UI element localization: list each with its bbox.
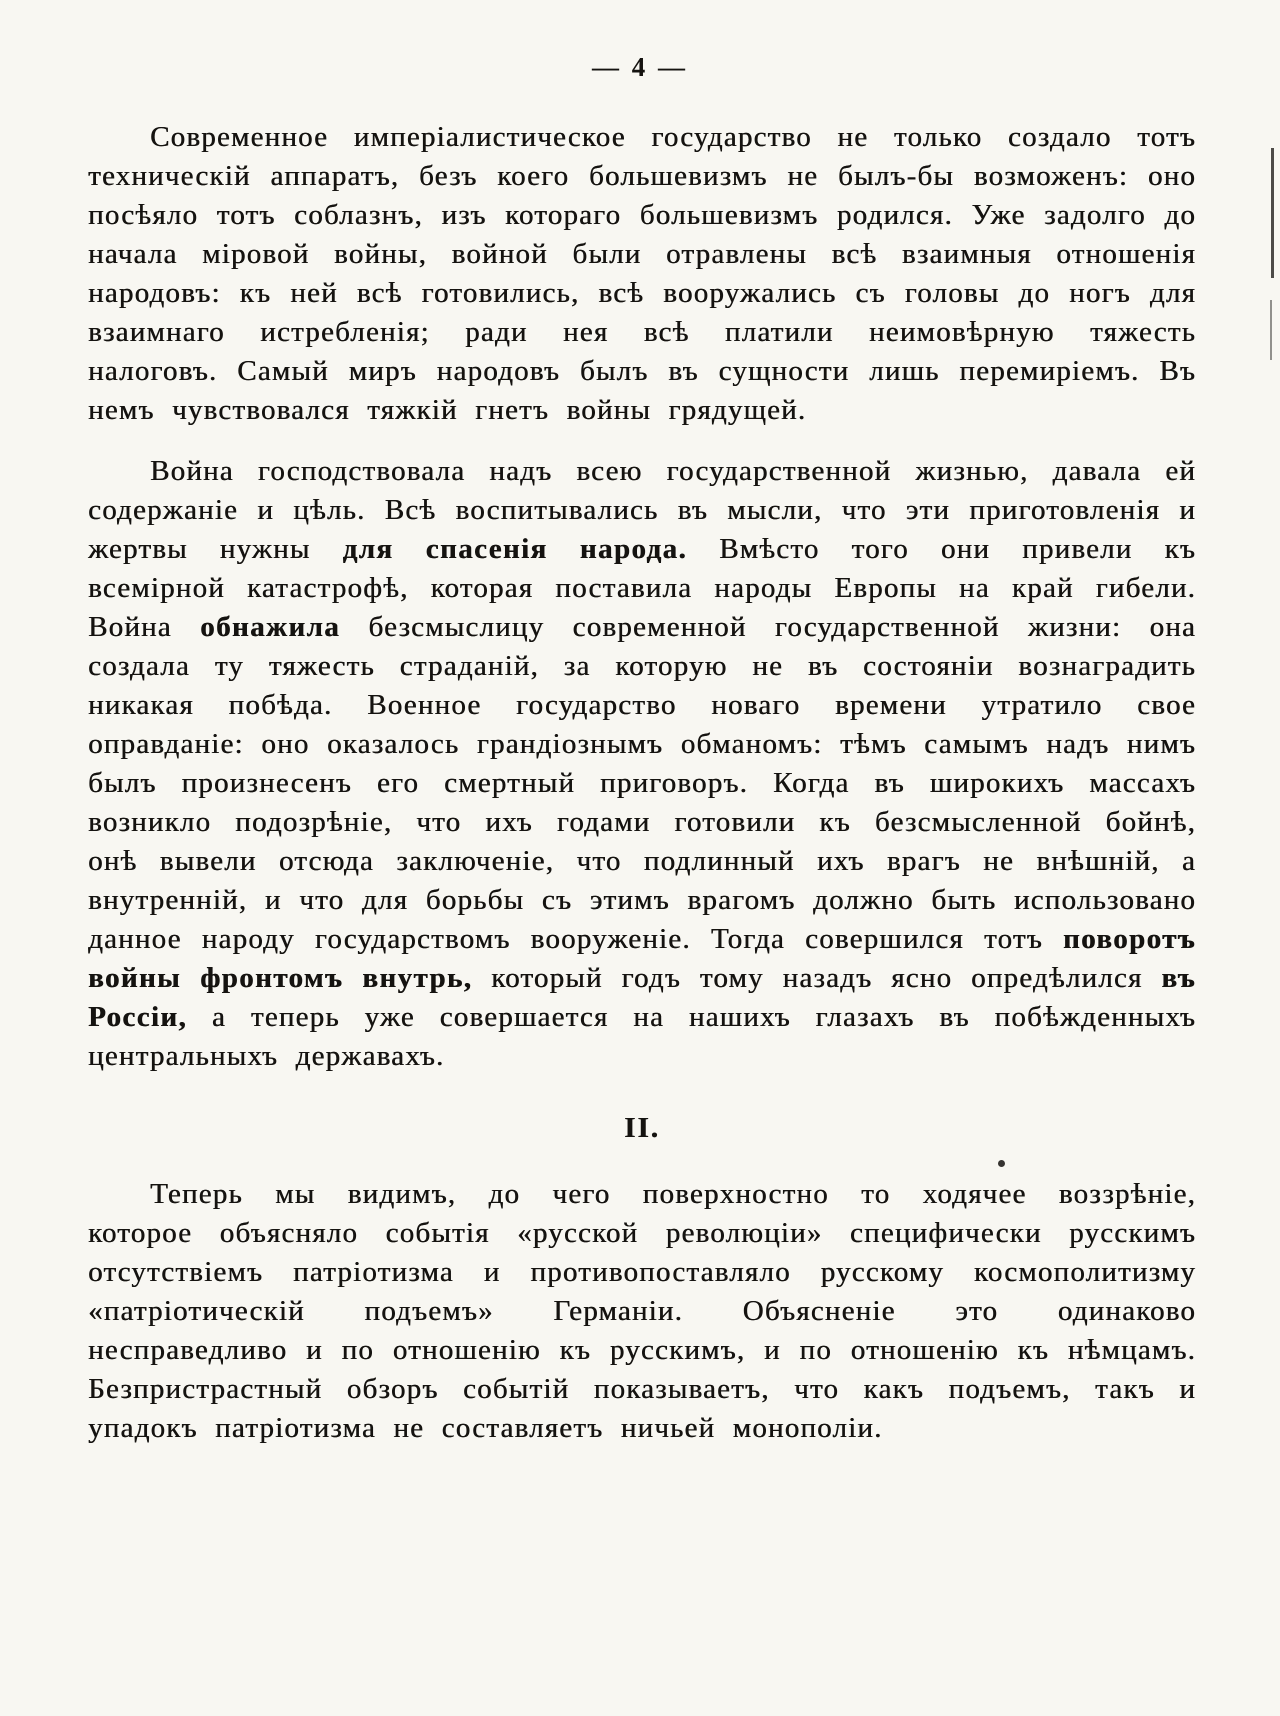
scan-artifact-line-2	[1270, 300, 1272, 360]
section-heading: II.	[624, 1112, 660, 1144]
paragraph-1: Современное имперіалистическое государство не только создало тотъ техническій аппаратъ, безъ коего большевизмъ не былъ-бы возможенъ: оно посѣяло тотъ соблазнъ, изъ котораго большевизмъ родился. Уже задолго до начала міровой войны, войной были отравлены всѣ взаимныя отношенія народовъ: къ ней всѣ готовились, всѣ вооружались съ головы до ногъ для взаимнаго истребленія; ради нея всѣ платили неимовѣрную тяжесть налоговъ. Самый миръ народовъ былъ въ сущности лишь перемиріемъ. Въ немъ чувствовался тяжкій гнетъ войны грядущей.	[88, 121, 1196, 426]
page-number: — 4 —	[592, 52, 688, 82]
paragraph-2: Война господствовала надъ всею государственной жизнью, давала ей содержаніе и цѣль. Всѣ воспитывались въ мысли, что эти приготовленія и жертвы нужны для спасенія народа. Вмѣсто того они привели къ всемірной катастрофѣ, которая поставила народы Европы на край гибели. Война обнажила безсмыслицу современной государственной жизни: она создала ту тяжесть страданій, за которую не въ состояніи вознаградить никакая побѣда. Военное государство новаго времени утратило свое оправданіе: оно оказалось грандіознымъ обманомъ: тѣмъ самымъ надъ нимъ былъ произнесенъ его смертный приговоръ. Когда въ широкихъ массахъ возникло подозрѣніе, что ихъ годами готовили къ безсмысленной бойнѣ, онѣ вывели отсюда заключеніе, что подлинный ихъ врагъ не внѣшній, а внутренній, и что для борьбы съ этимъ врагомъ должно быть использовано данное народу государствомъ вооруженіе. Тогда совершился тотъ поворотъ войны фронтомъ внутрь, который годъ тому назадъ ясно опредѣлился въ Россіи, а теперь уже совершается на нашихъ глазахъ въ побѣжденныхъ центральныхъ державахъ.	[88, 455, 1196, 1072]
paragraph-3: Теперь мы видимъ, до чего поверхностно то ходячее воззрѣніе, которое объясняло событія «русской революціи» специфически русскимъ отсутствіемъ патріотизма и противопоставляло русскому космополитизму «патріотическій подъемъ» Германіи. Объясненіе это одинаково несправедливо и по отношенію къ русскимъ, и по отношенію къ нѣмцамъ. Безпристрастный обзоръ событій показываетъ, что какъ подъемъ, такъ и упадокъ патріотизма не составляетъ ничьей монополіи.	[88, 1178, 1196, 1444]
page-body	[88, 118, 1196, 1470]
scan-artifact-dot	[998, 1160, 1005, 1167]
scan-artifact-line	[1271, 148, 1274, 278]
